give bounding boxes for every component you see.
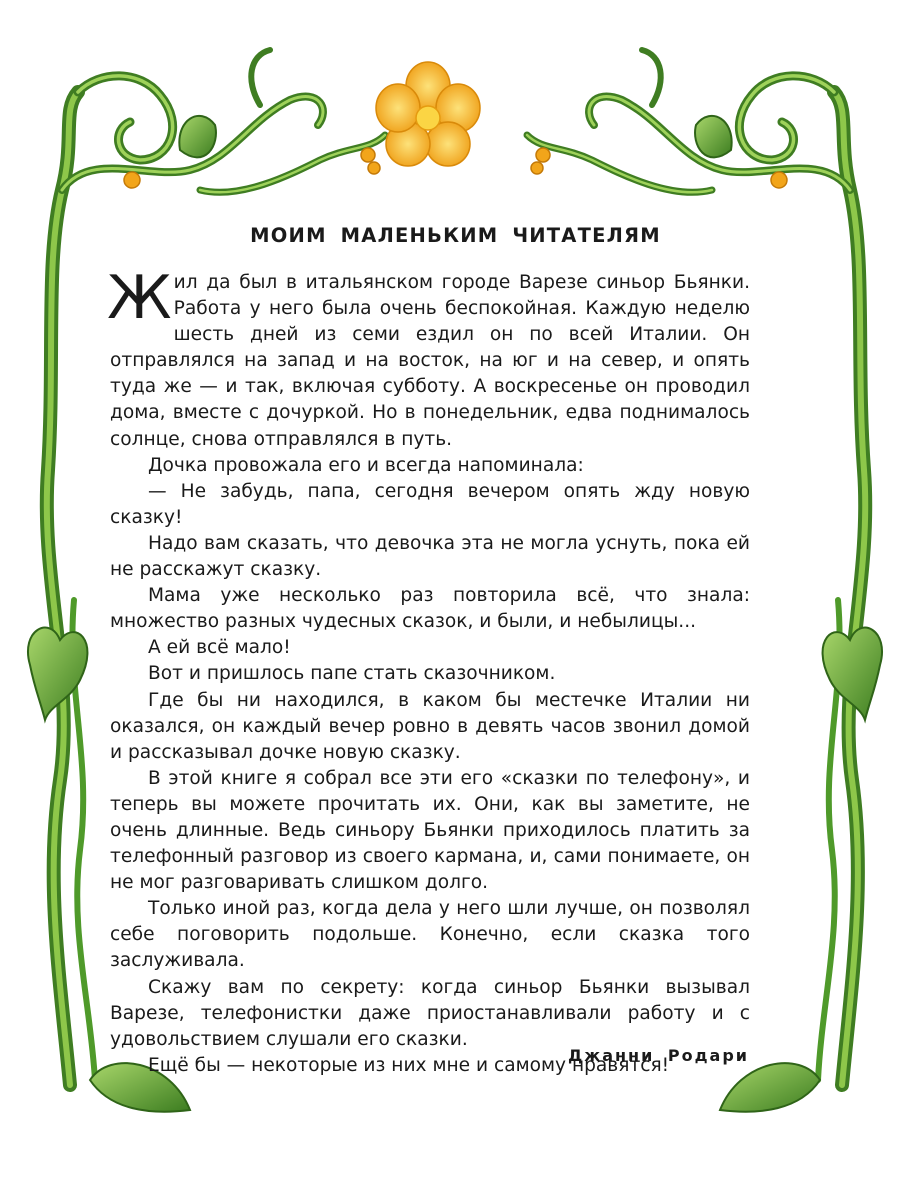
- paragraph: В этой книге я собрал все эти его «сказки по телефону», и теперь вы можете прочитать их. Они, как вы заметите, не очень длинные. Ведь синьору Бьянки приходилось платить за телефонный разговор из своего кармана, и, сами понимаете, он не мог разговаривать слишком долго.: [110, 767, 750, 894]
- paragraph: Мама уже несколько раз повторила всё, что знала: множество разных чудесных сказок, и были, и небылицы...: [110, 585, 750, 633]
- paragraph: [107, 263, 750, 453]
- paragraph: Вот и пришлось папе стать сказочником.: [148, 663, 556, 685]
- main-text: [107, 263, 750, 1079]
- paragraph: А ей всё мало!: [148, 637, 291, 659]
- page-title: МОИМ МАЛЕНЬКИМ ЧИТАТЕЛЯМ: [250, 224, 661, 247]
- drop-cap: Ж: [107, 263, 172, 333]
- paragraph: — Не забудь, папа, сегодня вечером опять жду новую сказку!: [110, 480, 750, 528]
- paragraph-text: ил да был в итальянском городе Варезе синьор Бьянки. Работа у него была очень беспокойная. Каждую неделю шесть дней из семи ездил он по всей Италии. Он отправлялся на запад и на восток, на юг и на север, и опять туда же — и так, включая субботу. А воскресенье он проводил дома, вместе с дочуркой. Но в понедельник, едва поднималось солнце, снова отправлялся в путь.: [110, 272, 750, 450]
- paragraph: Где бы ни находился, в каком бы местечке Италии ни оказался, он каждый вечер ровно в девять часов звонил домой и рассказывал дочке новую сказку.: [110, 689, 750, 763]
- paragraph: Надо вам сказать, что девочка эта не могла уснуть, пока ей не расскажут сказку.: [110, 532, 750, 581]
- paragraph: Только иной раз, когда дела у него шли лучше, он позволял себе поговорить подольше. Конечно, если сказка того заслуживала.: [110, 898, 750, 972]
- paragraph: Скажу вам по секрету: когда синьор Бьянки вызывал Варезе, телефонистки даже приостанавливали работу и с удовольствием слушали его сказки.: [110, 976, 750, 1050]
- author-signature: Джанни Родари: [568, 1046, 749, 1065]
- flower: [376, 62, 480, 166]
- paragraph: Дочка провожала его и всегда напоминала:: [148, 454, 584, 476]
- paragraph: Ещё бы — некоторые из них мне и самому нравятся!: [148, 1054, 670, 1076]
